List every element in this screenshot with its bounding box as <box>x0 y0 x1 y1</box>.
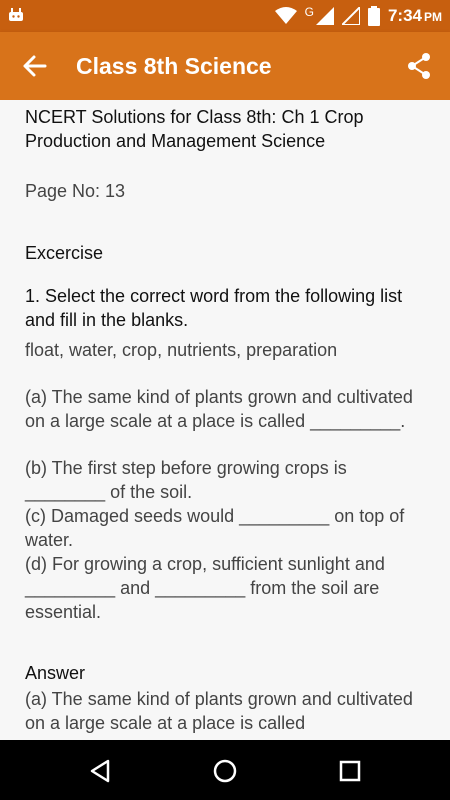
navigation-bar <box>0 740 450 800</box>
answer-text: (a) The same kind of plants grown and cultivated on a large scale at a place is called <box>25 689 413 733</box>
battery-icon <box>368 6 380 26</box>
word-list: float, water, crop, nutrients, preparation <box>25 340 338 360</box>
arrow-left-icon[interactable] <box>20 52 48 80</box>
page-number: Page No: 13 <box>25 181 126 201</box>
back-triangle-icon[interactable] <box>86 756 116 786</box>
recents-square-icon[interactable] <box>335 756 365 786</box>
article-title: NCERT Solutions for Class 8th: Ch 1 Crop Production and Management Science <box>25 107 364 151</box>
clock-ampm: PM <box>424 10 442 24</box>
question-item: (a) The same kind of plants grown and cultivated on a large scale at a place is called _________. <box>25 387 413 431</box>
share-icon[interactable] <box>406 52 432 80</box>
question-text: 1. Select the correct word from the following list and fill in the blanks. <box>25 286 403 330</box>
answer-heading: Answer <box>25 663 86 683</box>
clock <box>388 6 442 26</box>
signal-icon <box>342 7 360 25</box>
status-bar <box>0 0 450 32</box>
app-bar <box>0 32 450 100</box>
android-notification-icon <box>8 8 24 22</box>
question-item: (d) For growing a crop, sufficient sunlight and _________ and _________ from the soil are essential. <box>25 554 385 622</box>
section-heading: Excercise <box>25 243 104 263</box>
signal-icon <box>316 7 334 25</box>
wifi-icon <box>275 7 297 25</box>
clock-time: 7:34 <box>387 6 422 25</box>
question-item: (b) The first step before growing crops is ________ of the soil. <box>25 458 347 502</box>
article-content[interactable] <box>0 100 450 740</box>
question-item: (c) Damaged seeds would _________ on top of water. <box>25 506 405 550</box>
network-type-label: G <box>304 5 314 19</box>
home-circle-icon[interactable] <box>210 756 240 786</box>
app-title: Class 8th Science <box>76 53 272 79</box>
